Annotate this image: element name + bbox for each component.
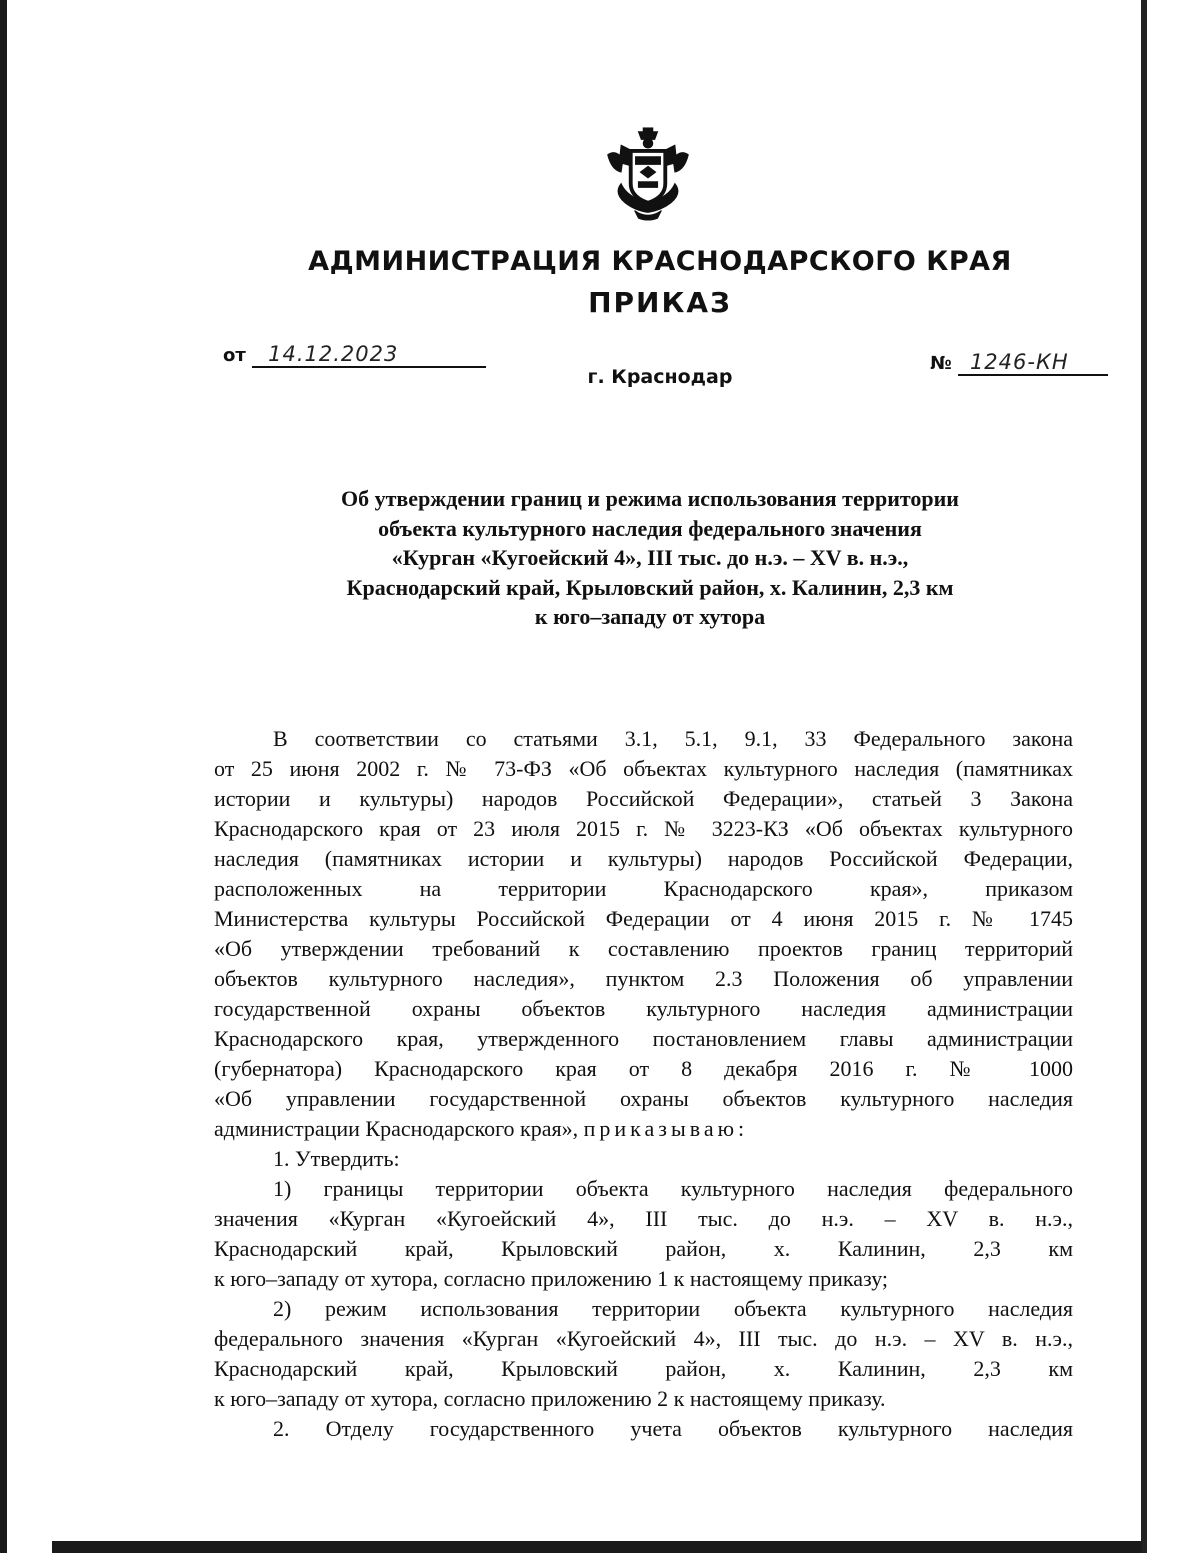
document-type: ПРИКАЗ	[588, 286, 732, 319]
preamble-last-line	[214, 1114, 1073, 1144]
preamble-line: В соответствии со статьями 3.1, 5.1, 9.1, 33 Федерального закона	[273, 726, 1073, 751]
document-subject	[240, 484, 1060, 632]
preamble-line: «Об управлении государственной охраны объектов культурного наследия	[214, 1086, 1073, 1111]
preamble-line: объектов культурного наследия», пунктом 2.3 Положения об управлении	[214, 966, 1073, 991]
preamble-line: Краснодарского края, утвержденного постановлением главы администрации	[214, 1026, 1073, 1051]
preamble-line: от 25 июня 2002 г. № 73-ФЗ «Об объектах культурного наследия (памятниках	[214, 756, 1073, 781]
preamble-line: истории и культуры) народов Российской Федерации», статьей 3 Закона	[214, 786, 1073, 811]
preamble-last-text: администрации Краснодарского края»,	[214, 1116, 579, 1141]
item-1-2-line: 2) режим использования территории объекта культурного наследия	[273, 1296, 1073, 1321]
subject-line: Краснодарский край, Крыловский район, х. Калинин, 2,3 км	[346, 574, 954, 600]
city: г. Краснодар	[587, 366, 733, 388]
preamble-line: (губернатора) Краснодарского края от 8 декабря 2016 г. № 1000	[214, 1056, 1073, 1081]
number-value: 1246-КН	[958, 350, 1108, 376]
preamble-line: государственной охраны объектов культурного наследия администрации	[214, 996, 1073, 1021]
item-1-2-line: федерального значения «Курган «Кугоейский 4», III тыс. до н.э. – XV в. н.э.,	[214, 1326, 1073, 1351]
preamble-line: наследия (памятниках истории и культуры) народов Российской Федерации,	[214, 846, 1073, 871]
subject-line: к юго–западу от хутора	[534, 604, 766, 629]
number-prefix: №	[930, 353, 952, 374]
document-body	[214, 724, 1073, 1444]
order-word: приказываю:	[583, 1116, 749, 1141]
date-block	[223, 342, 486, 368]
item-2-line: 2. Отделу государственного учета объектов культурного наследия	[273, 1416, 1073, 1441]
preamble-line: расположенных на территории Краснодарского края», приказом	[214, 876, 1073, 901]
preamble-line: «Об утверждении требований к составлению проектов границ территорий	[214, 936, 1073, 961]
date-prefix: от	[223, 345, 246, 366]
item-1-1-line: 1) границы территории объекта культурного наследия федерального	[273, 1176, 1073, 1201]
item-1-1-line: Краснодарский край, Крыловский район, х. Калинин, 2,3 км	[214, 1236, 1073, 1261]
subject-line: «Курган «Кугоейский 4», III тыс. до н.э. – XV в. н.э.,	[391, 545, 909, 570]
coat-of-arms-icon	[600, 126, 696, 222]
item-1-1-line: значения «Курган «Кугоейский 4», III тыс. до н.э. – XV в. н.э.,	[214, 1206, 1073, 1231]
preamble-line: Министерства культуры Российской Федерации от 4 июня 2015 г. № 1745	[214, 906, 1073, 931]
preamble-line: Краснодарского края от 23 июля 2015 г. № 3223-КЗ «Об объектах культурного	[214, 816, 1073, 841]
organization-title: АДМИНИСТРАЦИЯ КРАСНОДАРСКОГО КРАЯ	[308, 246, 1012, 277]
item-1-heading: 1. Утвердить:	[273, 1146, 400, 1171]
scan-border-bottom	[52, 1541, 1142, 1553]
subject-line: объекта культурного наследия федерального значения	[378, 515, 922, 541]
scan-border-right	[1141, 0, 1147, 1553]
item-1-2-line: Краснодарский край, Крыловский район, х. Калинин, 2,3 км	[214, 1356, 1073, 1381]
item-1-2-line: к юго–западу от хутора, согласно приложению 2 к настоящему приказу.	[214, 1386, 886, 1411]
item-1-1-line: к юго–западу от хутора, согласно приложению 1 к настоящему приказу;	[214, 1266, 889, 1291]
date-value: 14.12.2023	[252, 342, 486, 368]
subject-line: Об утверждении границ и режима использования территории	[341, 486, 959, 511]
scan-border-left	[0, 0, 7, 1553]
